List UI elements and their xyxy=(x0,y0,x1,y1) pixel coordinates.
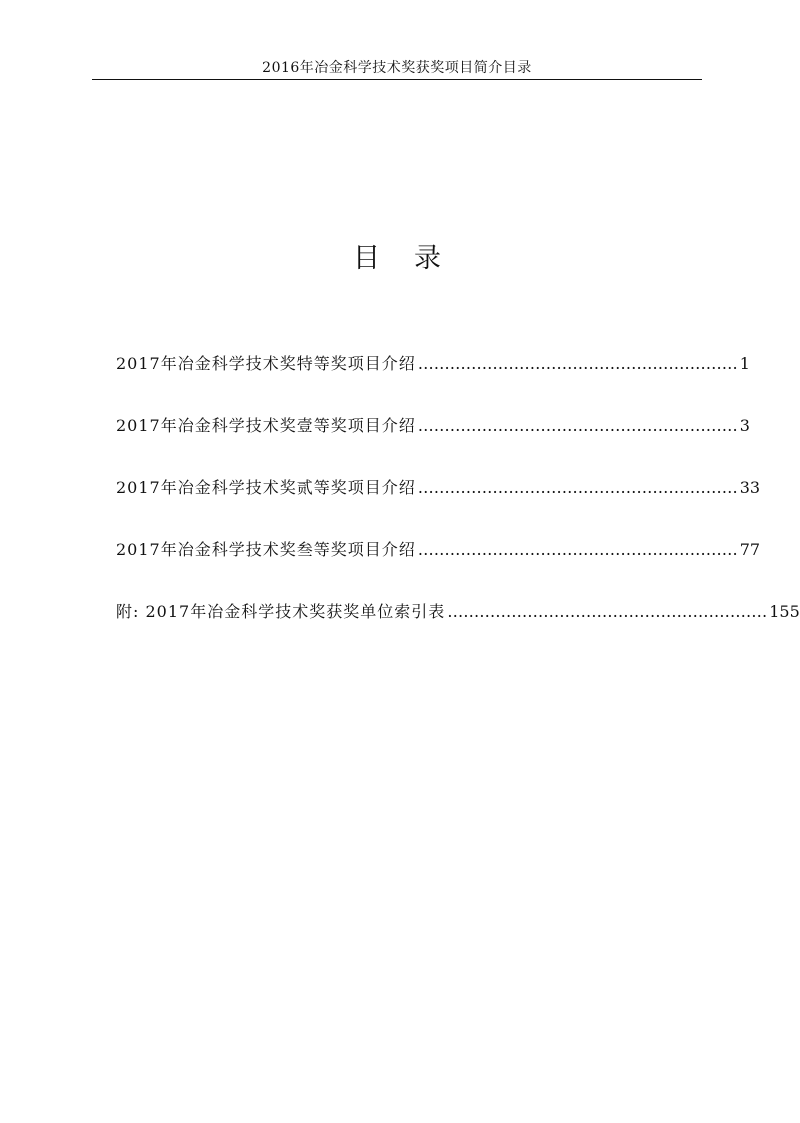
toc-leader-dots: …………………………………………………… xyxy=(417,416,738,435)
toc-entry-first-prize[interactable] xyxy=(116,414,750,476)
toc-leader-dots: …………………………………………………… xyxy=(417,354,738,373)
toc-entry-text: 附: 2017年冶金科学技术奖获奖单位索引表 xyxy=(116,602,446,621)
toc-page-number: 1 xyxy=(739,354,750,373)
toc-title: 目录 xyxy=(353,243,475,274)
toc-entry-appendix-index[interactable] xyxy=(116,600,800,662)
toc-entry-text: 2017年冶金科学技术奖叁等奖项目介绍 xyxy=(116,540,416,559)
toc-entry-text: 2017年冶金科学技术奖特等奖项目介绍 xyxy=(116,354,416,373)
toc-page-number: 33 xyxy=(739,478,761,497)
toc-entry-third-prize[interactable] xyxy=(116,538,761,600)
toc-page-number: 77 xyxy=(739,540,761,559)
running-header: 2016年冶金科学技术奖获奖项目简介目录 xyxy=(262,60,532,76)
toc-entry-special-prize[interactable] xyxy=(116,352,750,414)
toc-entry-text: 2017年冶金科学技术奖贰等奖项目介绍 xyxy=(116,478,416,497)
toc-leader-dots: …………………………………………………… xyxy=(417,478,738,497)
toc-list xyxy=(116,352,800,662)
header-rule xyxy=(92,79,702,80)
toc-entry-text: 2017年冶金科学技术奖壹等奖项目介绍 xyxy=(116,416,416,435)
toc-leader-dots: …………………………………………………… xyxy=(447,602,768,621)
toc-entry-second-prize[interactable] xyxy=(116,476,761,538)
toc-page-number: 3 xyxy=(739,416,750,435)
toc-leader-dots: …………………………………………………… xyxy=(417,540,738,559)
toc-page-number: 155 xyxy=(769,602,800,621)
